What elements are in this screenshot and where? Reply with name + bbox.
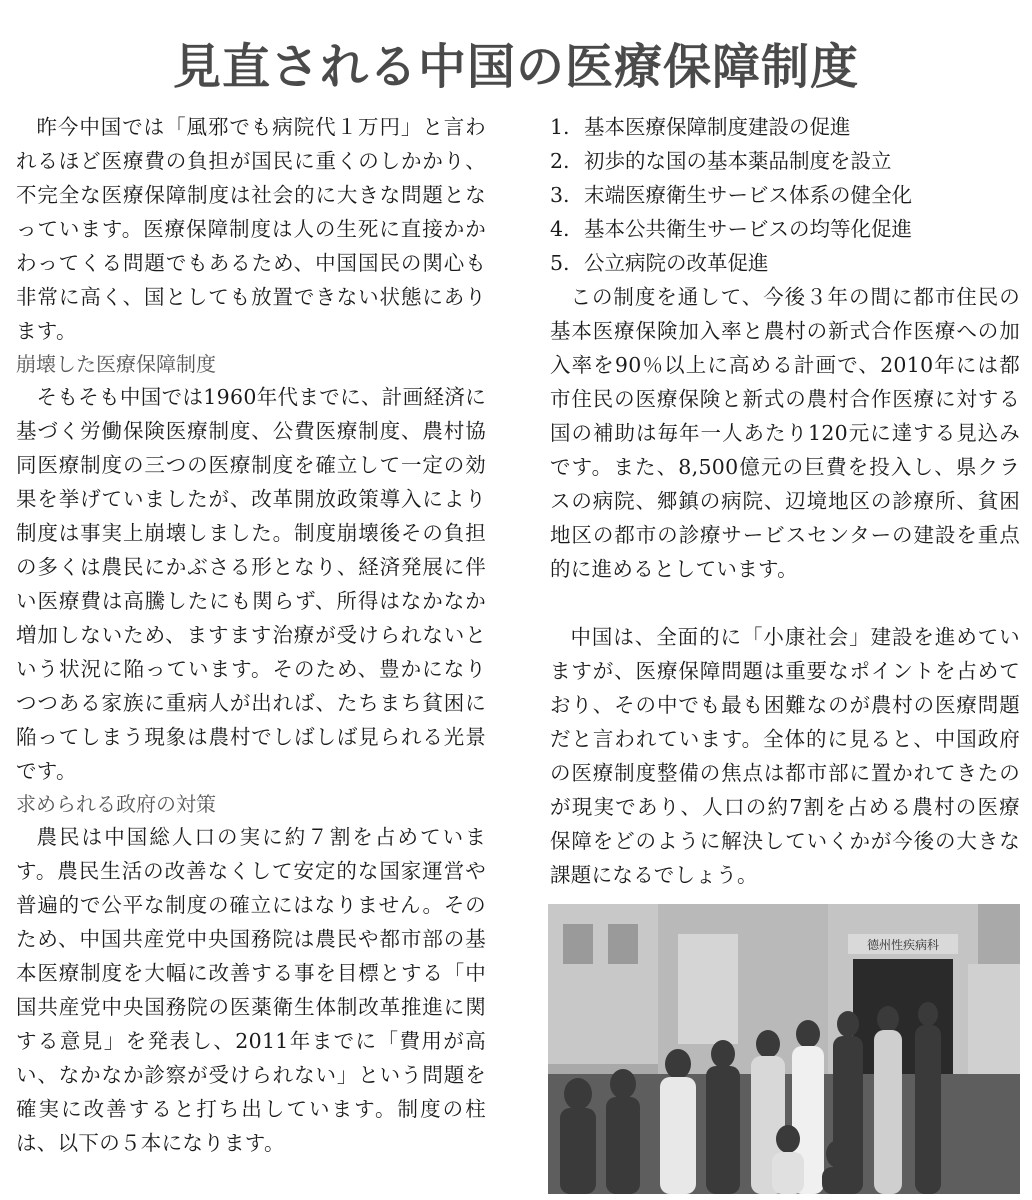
right-column (550, 110, 1020, 892)
person-head (837, 1011, 859, 1037)
list-number: 5. (550, 251, 570, 275)
list-item (550, 144, 1020, 178)
person-head (776, 1125, 800, 1153)
government-paragraph: 農民は中国総人口の実に約７割を占めています。農民生活の改善なくして安定的な国家運営や普遍的で公平な制度の確立にはなりません。そのため、中国共産党中央国務院は農民や都市部の基本医療制度を大幅に改善する事を目標とする「中国共産党中央国務院の医薬衛生体制改革推進に関する意見」を発表し、2011年までに「費用が高い、なかなか診察が受けられない」という問題を確実に改善すると打ち出しています。制度の柱は、以下の５本になります。 (16, 825, 486, 1155)
person-head (665, 1049, 691, 1079)
collapse-paragraph: そもそも中国では1960年代までに、計画経済に基づく労働保険医療制度、公費医療制度、農村協同医療制度の三つの医療制度を確立して一定の効果を挙げていましたが、改革開放政策導入により制度は事実上崩壊しました。制度崩壊後その負担の多くは農民にかぶさる形となり、経済発展に伴い医療費は高騰したにも関らず、所得はなかなか増加しないため、ますます治療が受けられないという状況に陥っています。そのため、豊かになりつつある家族に重病人が出れば、たちまち貧困に陥ってしまう現象は農村でしばしば見られる光景です。 (16, 385, 486, 783)
person-body (660, 1077, 696, 1194)
person-body (606, 1097, 640, 1194)
plan-paragraph: この制度を通して、今後３年の間に都市住民の基本医療保険加入率と農村の新式合作医療への加入率を90％以上に高める計画で、2010年には都市住民の医療保険と新式の農村合作医療に対する国の補助は毎年一人あたり120元に達する見込みです。また、8,500億元の巨費を投入し、県クラスの病院、郷鎮の病院、辺境地区の診療所、貧困地区の都市の診療サービスセンターの建設を重点的に進めるとしています。 (550, 285, 1020, 581)
section-heading-collapse: 崩壊した医療保障制度 (16, 352, 216, 376)
person-head (711, 1040, 735, 1068)
list-item (550, 178, 1020, 212)
person-body (772, 1152, 804, 1194)
list-item (550, 212, 1020, 246)
person-head (918, 1002, 938, 1026)
list-item (550, 246, 1020, 280)
list-text: 初歩的な国の基本薬品制度を設立 (584, 149, 892, 173)
intro-paragraph: 昨今中国では「風邪でも病院代１万円」と言われるほど医療費の負担が国民に重くのしかかり、不完全な医療保障制度は社会的に大きな問題となっています。医療保障制度は人の生死に直接かかわってくる問題でもあるため、中国国民の関心も非常に高く、国としても放置できない状態にあります。 (16, 115, 486, 343)
list-number: 4. (550, 217, 570, 241)
photo-illustration (548, 904, 1020, 1194)
list-number: 1. (550, 115, 570, 139)
left-column (16, 110, 486, 1160)
sign-text: 德州性疾病科 (866, 938, 940, 952)
person-head (610, 1069, 636, 1099)
list-number: 2. (550, 149, 570, 173)
outlook-paragraph: 中国は、全面的に「小康社会」建設を進めていますが、医療保障問題は重要なポイントを占めており、その中でも最も困難なのが農村の医療問題だと言われています。全体的に見ると、中国政府の医療制度整備の焦点は都市部に置かれてきたのが現実であり、人口の約7割を占める農村の医療保障をどのように解決していくかが今後の大きな課題になるでしょう。 (550, 625, 1020, 887)
page-title: 見直される中国の医療保障制度 (172, 39, 859, 95)
person-head (756, 1030, 780, 1058)
list-item (550, 110, 1020, 144)
list-text: 基本公共衛生サービスの均等化促進 (584, 217, 912, 241)
list-text: 公立病院の改革促進 (584, 251, 769, 275)
person-body (874, 1030, 902, 1194)
person-head (826, 1140, 850, 1168)
person-head (796, 1020, 820, 1048)
hospital-crowd-photo (548, 904, 1020, 1194)
window-1 (563, 924, 593, 964)
section-heading-government: 求められる政府の対策 (16, 792, 216, 816)
person-head (877, 1006, 899, 1032)
person-body (822, 1167, 854, 1194)
pillar-list (550, 110, 1020, 280)
person-body (706, 1066, 740, 1194)
list-text: 基本医療保障制度建設の促進 (584, 115, 851, 139)
glass-panel (678, 934, 738, 1044)
list-number: 3. (550, 183, 570, 207)
paragraph-spacer (550, 586, 1020, 620)
list-text: 末端医療衛生サービス体系の健全化 (584, 183, 912, 207)
person-head (564, 1078, 592, 1110)
window-2 (608, 924, 638, 964)
person-body (915, 1025, 941, 1194)
person-body (560, 1108, 596, 1194)
